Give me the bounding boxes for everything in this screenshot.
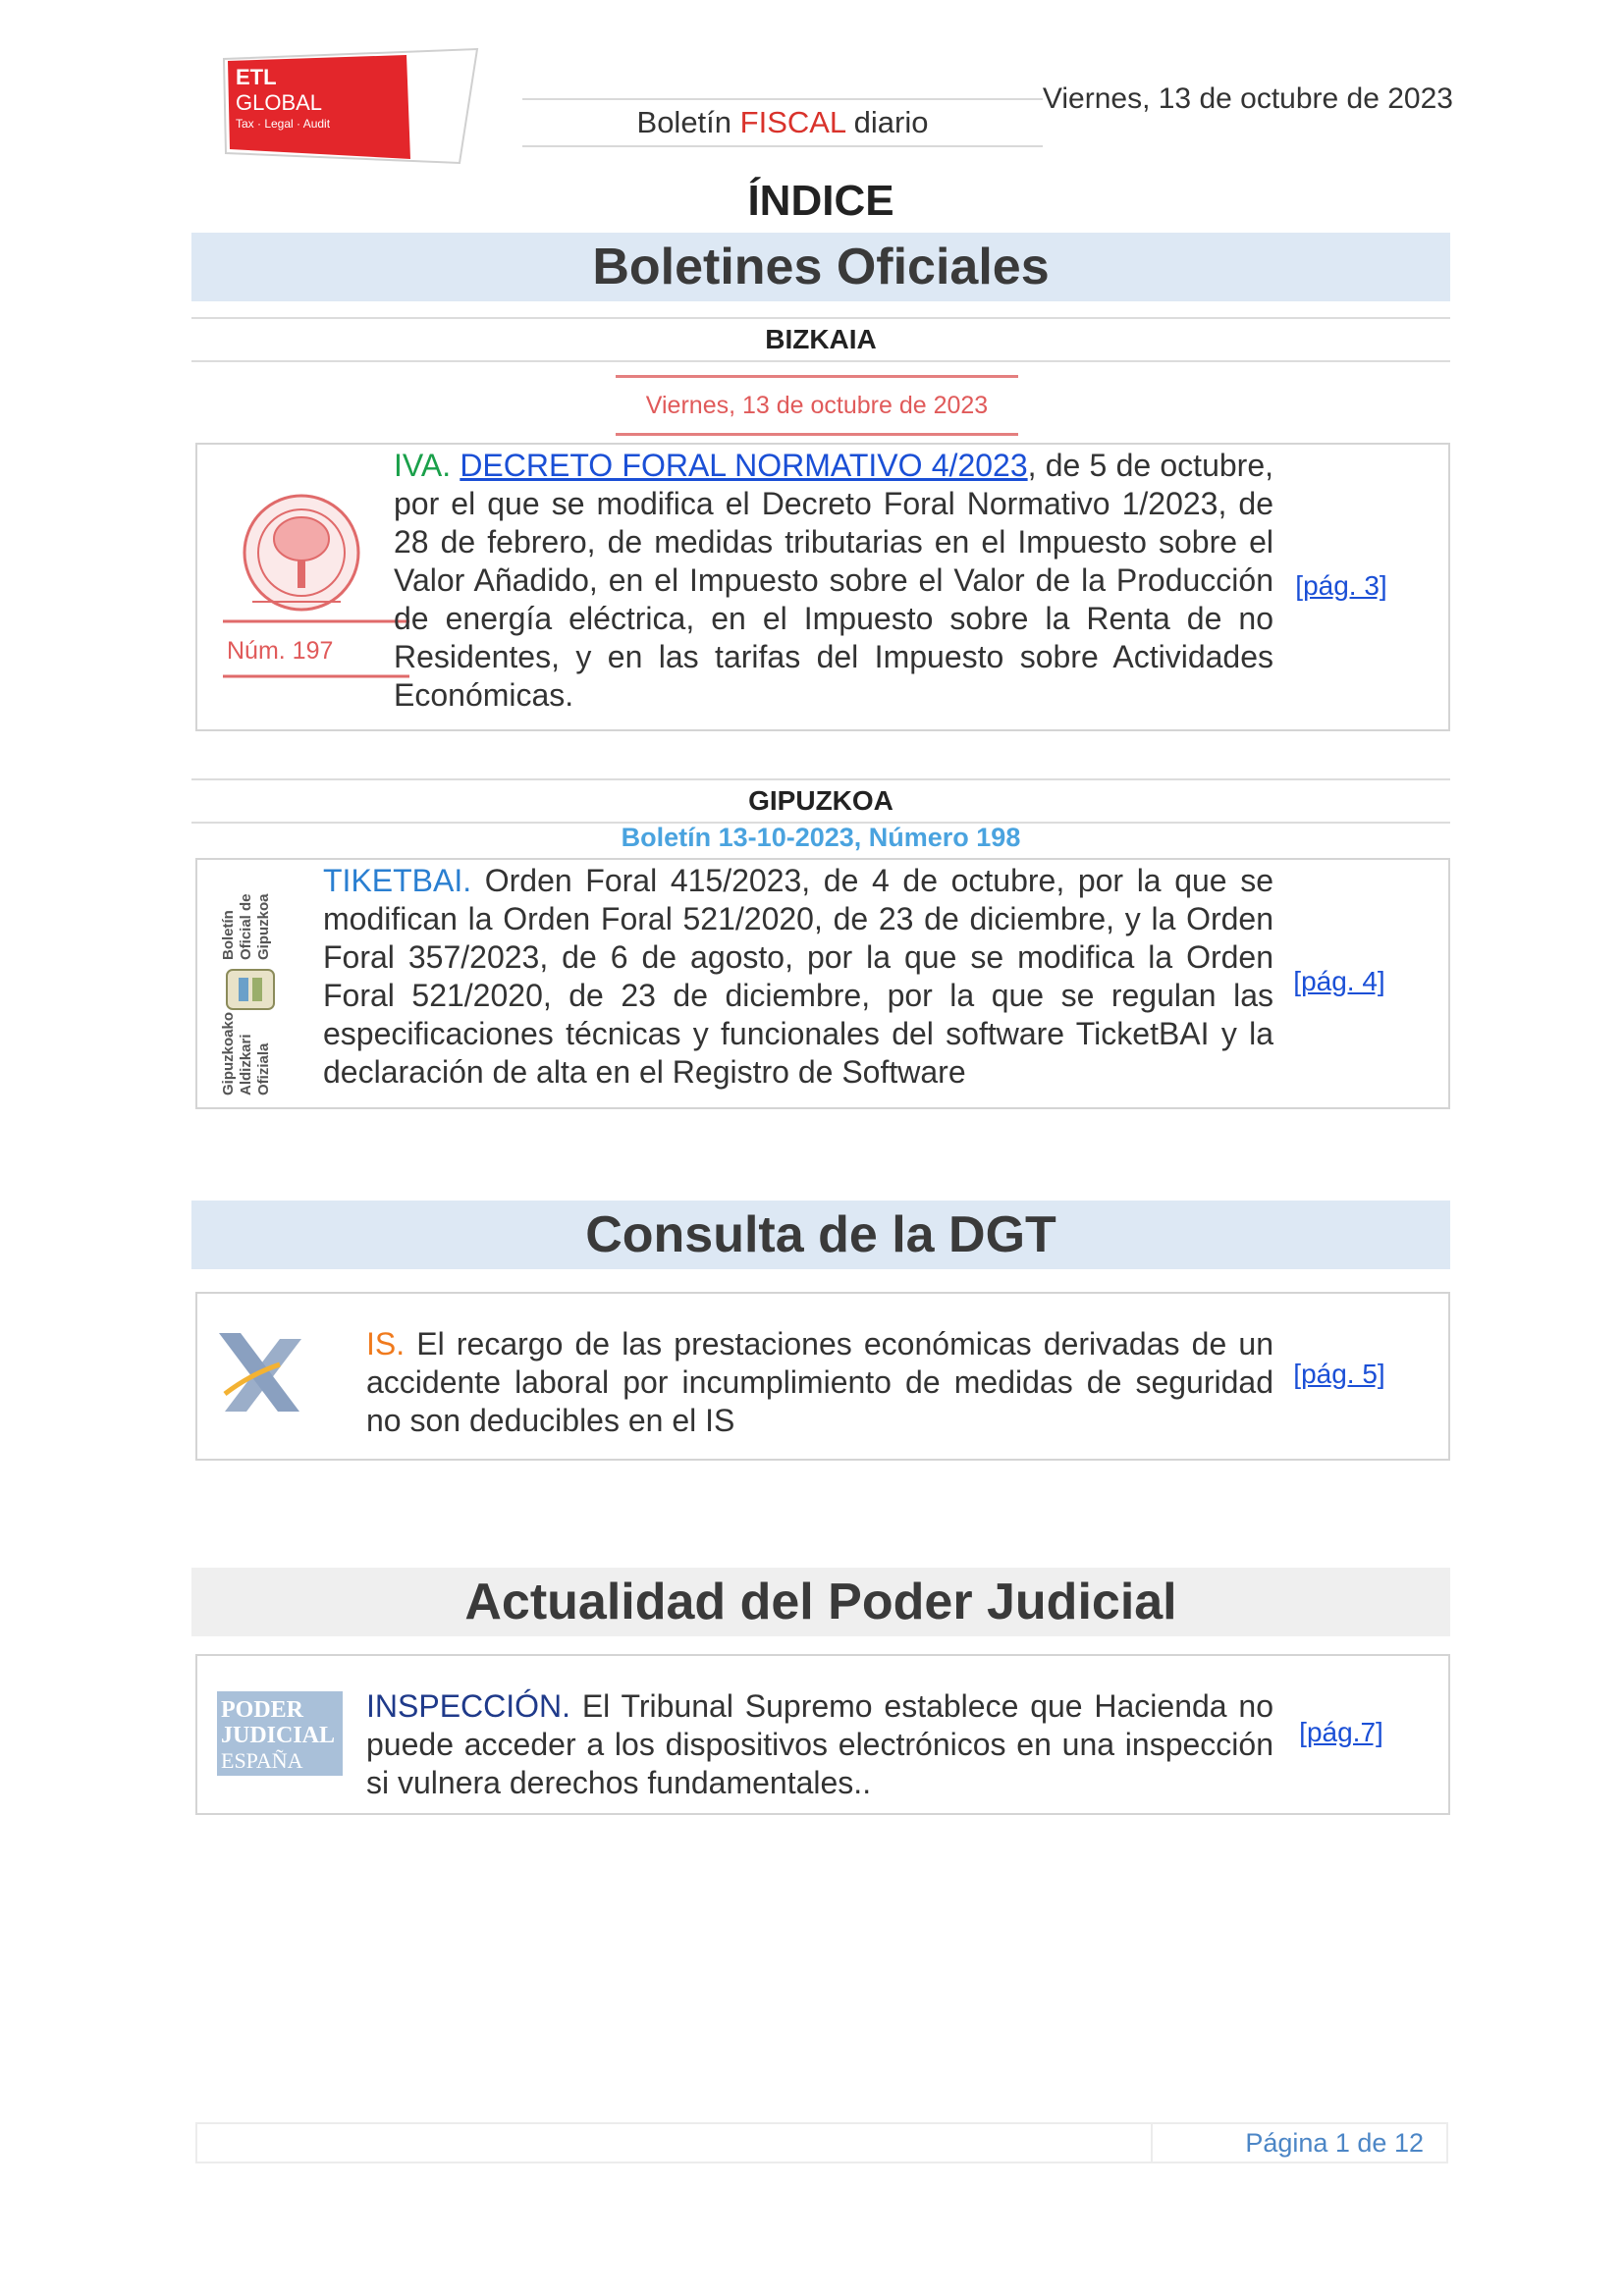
- bulletin-title-suffix: diario: [845, 105, 929, 139]
- gip-logo-line-2: Oficial de: [238, 893, 254, 960]
- gipuzkoa-entry-text: [323, 862, 1273, 1092]
- judicial-logo-line-3: ESPAÑA: [221, 1748, 303, 1773]
- judicial-card: [195, 1654, 1450, 1815]
- bizkaia-tag: IVA.: [394, 448, 452, 483]
- header-date: Viernes, 13 de octubre de 2023: [1042, 82, 1453, 115]
- gip-logo-line-1: Boletín: [220, 910, 237, 960]
- bizkaia-description: , de 5 de octubre, por el que se modifica el Decreto Foral Normativo 1/2023, de 28 de febrero, de medidas tributarias en el Impuesto sobre el Valor Añadido, en el Impuesto sobre el Valor de la Producción de energía eléctrica, en el Impuesto sobre la Renta de no Residentes, y en las tarifas del Impuesto sobre Actividades Económicas.: [394, 448, 1273, 713]
- bizkaia-page-link[interactable]: [pág. 3]: [1295, 570, 1387, 601]
- logo-etl-text: ETL: [236, 65, 277, 89]
- footer-page-number: Página 1 de 12: [1245, 2128, 1424, 2158]
- gip-logo-line-5: Aldizkari: [238, 1034, 254, 1095]
- logo-tagline-text: Tax · Legal · Audit: [236, 117, 331, 131]
- judicial-logo-line-1: PODER: [221, 1697, 303, 1723]
- judicial-description: El Tribunal Supremo establece que Hacienda no puede acceder a los dispositivos electrónicos en una inspección si vulnera derechos fundamentales..: [366, 1688, 1273, 1800]
- region-bizkaia: BIZKAIA: [191, 317, 1450, 362]
- footer-divider: [1151, 2122, 1153, 2163]
- bizkaia-entry-text: [394, 447, 1273, 715]
- gipuzkoa-page-link[interactable]: [pág. 4]: [1293, 966, 1385, 996]
- logo-global-text: GLOBAL: [236, 90, 323, 115]
- bizkaia-logo-number: Núm. 197: [227, 637, 334, 665]
- gip-logo-line-3: Gipuzkoa: [255, 893, 272, 960]
- tax-agency-logo-icon: [211, 1325, 309, 1423]
- dgt-tag: IS.: [366, 1326, 406, 1362]
- poder-judicial-logo-icon: [217, 1691, 343, 1776]
- judicial-entry-text: [366, 1687, 1273, 1802]
- gip-logo-line-6: Ofiziala: [255, 1042, 272, 1095]
- gipuzkoa-bulletin-logo-icon: [209, 872, 280, 1095]
- gipuzkoa-description: Orden Foral 415/2023, de 4 de octubre, por la que se modifican la Orden Foral 521/2020, de 23 de diciembre, y la Orden Foral 357/2023, de 6 de agosto, por la que se modifica la Orden Foral 521/2020, de 23 de diciembre, por la que se regulan las especificaciones técnicas y funcionales del software TicketBAI y la declaración de alta en el Registro de Software: [323, 863, 1273, 1090]
- region-gipuzkoa: GIPUZKOA: [191, 778, 1450, 824]
- judicial-logo-line-2: JUDICIAL: [221, 1723, 336, 1748]
- judicial-page-link[interactable]: [pág.7]: [1299, 1717, 1383, 1747]
- bizkaia-card: [195, 443, 1450, 731]
- section-consulta-dgt: Consulta de la DGT: [191, 1201, 1450, 1269]
- bulletin-title-accent: FISCAL: [739, 105, 846, 139]
- dgt-entry-text: [366, 1325, 1273, 1440]
- gipuzkoa-card: [195, 858, 1450, 1109]
- gip-logo-line-4: Gipuzkoako: [220, 1011, 237, 1095]
- bulletin-title-prefix: Boletín: [636, 105, 740, 139]
- dgt-page-link[interactable]: [pág. 5]: [1293, 1359, 1385, 1389]
- gipuzkoa-subtitle: Boletín 13-10-2023, Número 198: [621, 823, 1021, 852]
- section-poder-judicial: Actualidad del Poder Judicial: [191, 1568, 1450, 1636]
- dgt-description: El recargo de las prestaciones económicas derivadas de un accidente laboral por incumplimiento de medidas de seguridad no son deducibles en el IS: [366, 1326, 1273, 1438]
- etl-global-logo: [214, 47, 479, 165]
- bulletin-title: [522, 98, 1043, 147]
- bizkaia-decree-link[interactable]: DECRETO FORAL NORMATIVO 4/2023: [460, 448, 1028, 483]
- judicial-tag: INSPECCIÓN.: [366, 1688, 571, 1724]
- index-title: ÍNDICE: [747, 177, 894, 225]
- dgt-card: [195, 1292, 1450, 1461]
- gipuzkoa-tag: TIKETBAI.: [323, 863, 472, 898]
- bizkaia-coat-of-arms-icon: [223, 474, 409, 700]
- bizkaia-date-banner: Viernes, 13 de octubre de 2023: [616, 375, 1018, 436]
- section-boletines-oficiales: Boletines Oficiales: [191, 233, 1450, 301]
